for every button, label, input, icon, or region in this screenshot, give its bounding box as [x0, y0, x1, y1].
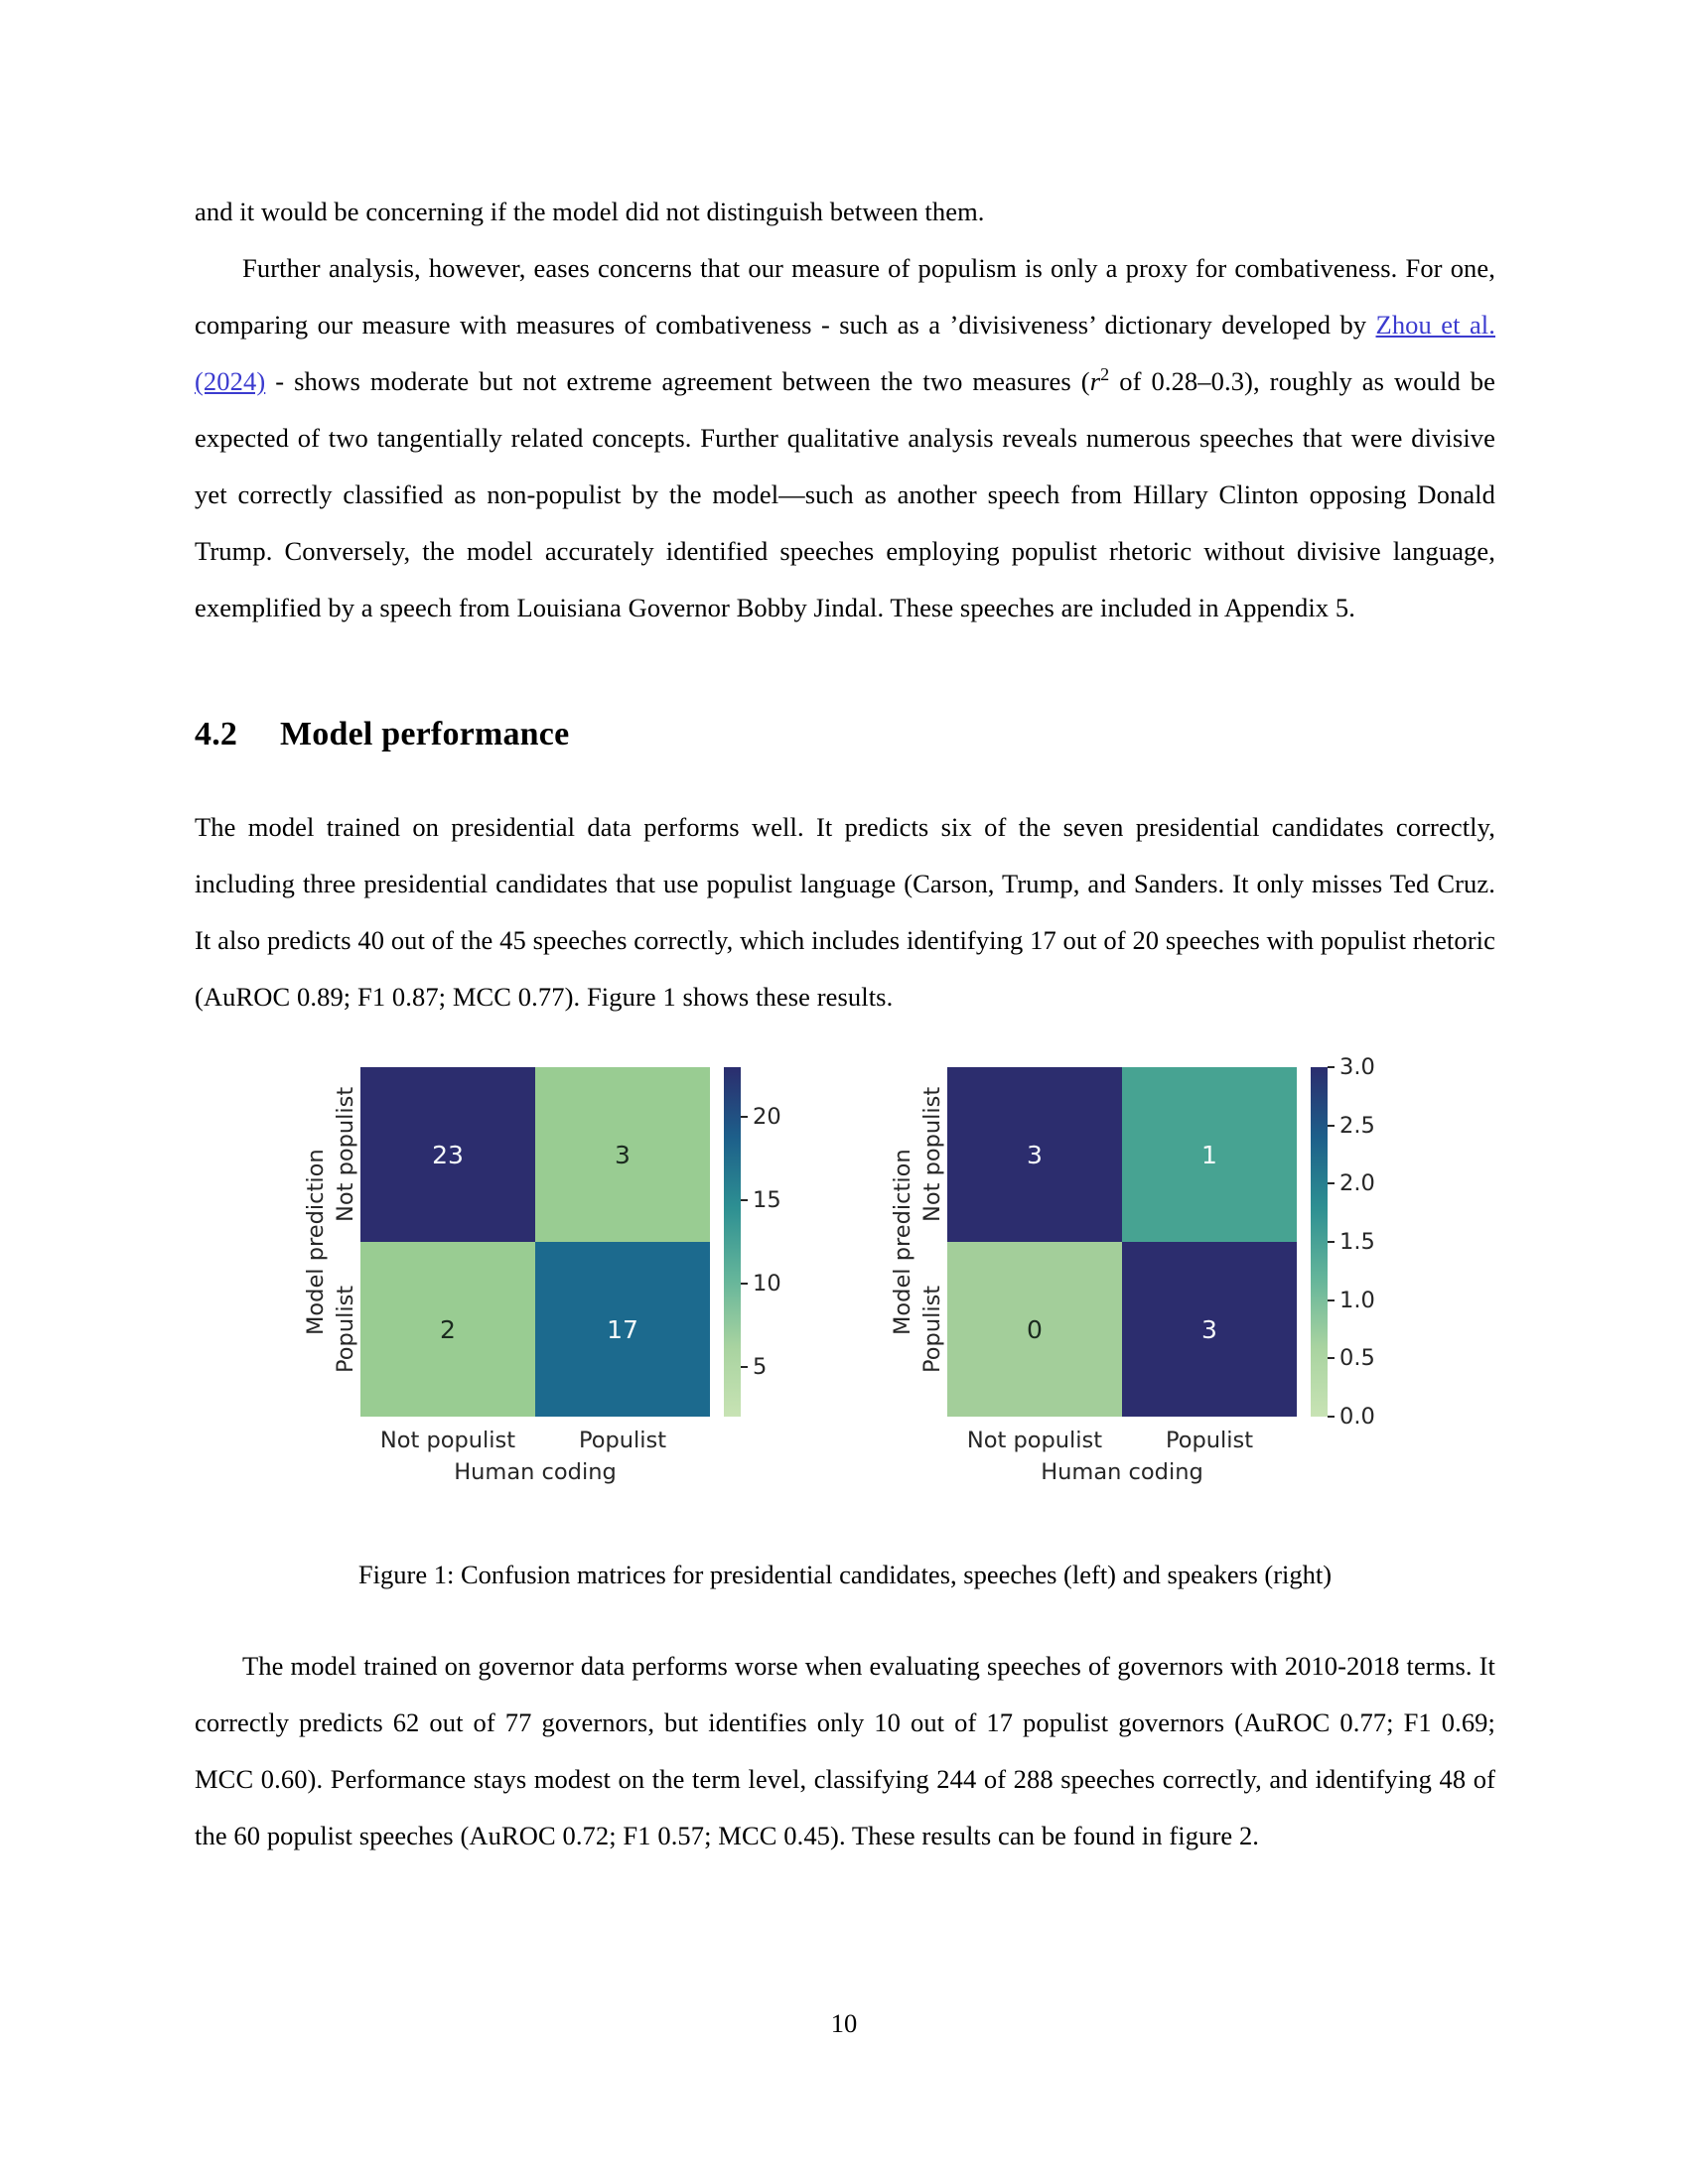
- colorbar-tick-20: [741, 1104, 781, 1130]
- y-axis-title-right: Model prediction: [890, 1149, 915, 1335]
- y-axis-title-left: Model prediction: [303, 1149, 329, 1335]
- x-tick-labels-left: [360, 1428, 710, 1453]
- paragraph-further-analysis: [195, 240, 1495, 636]
- panel-speeches: [301, 1067, 802, 1485]
- tick-mark-icon: [1328, 1357, 1335, 1359]
- cell-0-1-left: 3: [535, 1067, 710, 1242]
- tick-mark-icon: [1328, 1416, 1335, 1418]
- y-tick-not-populist-right: Not populist: [919, 1086, 945, 1223]
- tick-mark-icon: [741, 1199, 748, 1201]
- tick-mark-icon: [741, 1366, 748, 1368]
- section-heading-4-2: [195, 716, 1495, 753]
- colorbar-gradient-left: [724, 1067, 741, 1417]
- matrix-wrap-left: [360, 1067, 710, 1485]
- colorbar-gradient-right: [1311, 1067, 1328, 1417]
- figure-caption: Figure 1: Confusion matrices for presidential candidates, speeches (left) and speakers (right): [357, 1560, 1333, 1589]
- colorbar-tick-2.5: [1328, 1113, 1375, 1139]
- colorbar-tick-label: 15: [753, 1187, 781, 1214]
- tick-mark-icon: [741, 1116, 748, 1118]
- y-tick-populist-left: Populist: [333, 1285, 358, 1374]
- y-tick-not-populist-left: Not populist: [333, 1086, 358, 1223]
- cell-1-0-left: 2: [360, 1242, 535, 1417]
- cell-1-1-right: 3: [1122, 1242, 1297, 1417]
- tick-mark-icon: [741, 1283, 748, 1285]
- colorbar-tick-label: 0.0: [1339, 1404, 1375, 1430]
- section-spacer-bottom: [195, 753, 1495, 799]
- tick-mark-icon: [1328, 1182, 1335, 1184]
- cell-0-0-right: 3: [947, 1067, 1122, 1242]
- x-axis-title-right: Human coding: [1041, 1459, 1203, 1485]
- colorbar-tick-labels-right: [1328, 1054, 1389, 1430]
- x-tick-not-populist-left: Not populist: [379, 1428, 516, 1453]
- paragraph-text-part1: Further analysis, however, eases concerns that our measure of populism is only a proxy for combativeness. For one, comparing our measure with measures of combativeness - such as a ’divisiveness’ dictionary developed by: [195, 253, 1495, 340]
- tick-mark-icon: [1328, 1066, 1335, 1068]
- tick-mark-icon: [1328, 1241, 1335, 1243]
- colorbar-left: [724, 1067, 802, 1417]
- colorbar-tick-0.5: [1328, 1345, 1375, 1371]
- section-spacer-top: [195, 636, 1495, 716]
- colorbar-tick-2.0: [1328, 1170, 1375, 1196]
- colorbar-tick-0.0: [1328, 1404, 1375, 1430]
- colorbar-tick-5: [741, 1354, 767, 1380]
- math-variable-r: r: [1089, 366, 1101, 396]
- paragraph-text-part2: - shows moderate but not extreme agreement between the two measures (: [265, 366, 1090, 396]
- colorbar-tick-label: 2.0: [1339, 1170, 1375, 1197]
- paragraph-text-part3: of 0.28–0.3), roughly as would be expected of two tangentially related concepts. Further qualitative analysis reveals numerous speeches that were divisive yet correctly classified as non-populist by the model—such as another speech from Hillary Clinton opposing Donald Trump. Conversely, the model accurately identified speeches employing populist rhetoric without divisive language, exemplified by a speech from Louisiana Governor Bobby Jindal. These speeches are included in Appendix 5.: [195, 366, 1495, 622]
- y-axis-group-right: [888, 1067, 947, 1417]
- y-tick-populist-right: Populist: [919, 1285, 945, 1374]
- panel-speakers: [888, 1054, 1389, 1485]
- citation-link-zhou-2024[interactable]: Zhou et al. (2024): [195, 310, 1495, 396]
- colorbar-tick-10: [741, 1271, 781, 1297]
- figure-panels: [195, 1054, 1495, 1485]
- matrix-wrap-right: [947, 1067, 1297, 1485]
- math-exponent-2: 2: [1100, 364, 1110, 385]
- tick-mark-icon: [1328, 1125, 1335, 1127]
- cell-0-1-right: 1: [1122, 1067, 1297, 1242]
- paragraph-continuation: and it would be concerning if the model did not distinguish between them.: [195, 197, 985, 226]
- page-number: 10: [830, 2008, 858, 2038]
- colorbar-tick-15: [741, 1187, 781, 1213]
- tick-mark-icon: [1328, 1299, 1335, 1301]
- paragraph-model-performance: The model trained on presidential data performs well. It predicts six of the seven presidential candidates correctly, including three presidential candidates that use populist language (Carson, Trump, and Sanders. It only misses Ted Cruz. It also predicts 40 out of the 45 speeches correctly, which includes identifying 17 out of 20 speeches with populist rhetoric (AuROC 0.89; F1 0.87; MCC 0.77). Figure 1 shows these results.: [195, 812, 1495, 1012]
- colorbar-tick-label: 20: [753, 1104, 781, 1131]
- colorbar-tick-label: 1.5: [1339, 1229, 1375, 1255]
- colorbar-tick-label: 10: [753, 1270, 781, 1297]
- colorbar-tick-label: 1.0: [1339, 1287, 1375, 1313]
- section-title: Model performance: [280, 716, 570, 752]
- heatmap-right: [947, 1067, 1297, 1417]
- heatmap-left: [360, 1067, 710, 1417]
- colorbar-tick-3.0: [1328, 1054, 1375, 1080]
- y-tick-labels-left: [331, 1067, 360, 1417]
- section-number: 4.2: [195, 716, 238, 752]
- cell-0-0-left: 23: [360, 1067, 535, 1242]
- x-tick-populist-left: Populist: [578, 1428, 667, 1453]
- colorbar-tick-label: 0.5: [1339, 1345, 1375, 1372]
- colorbar-tick-1.0: [1328, 1288, 1375, 1313]
- paragraph-governor-results: The model trained on governor data performs worse when evaluating speeches of governors with 2010-2018 terms. It correctly predicts 62 out of 77 governors, but identifies only 10 out of 17 populist governors (AuROC 0.77; F1 0.69; MCC 0.60). Performance stays modest on the term level, classifying 244 of 288 speeches correctly, and identifying 48 of the 60 populist speeches (AuROC 0.72; F1 0.57; MCC 0.45). These results can be found in figure 2.: [195, 1651, 1495, 1850]
- x-tick-populist-right: Populist: [1165, 1428, 1254, 1453]
- colorbar-tick-label: 2.5: [1339, 1112, 1375, 1139]
- x-tick-not-populist-right: Not populist: [966, 1428, 1103, 1453]
- colorbar-tick-label: 5: [753, 1353, 768, 1380]
- cell-1-0-right: 0: [947, 1242, 1122, 1417]
- figure-1: [195, 1054, 1495, 1594]
- colorbar-tick-labels-left: [741, 1067, 802, 1417]
- y-axis-group-left: [301, 1067, 360, 1417]
- cell-1-1-left: 17: [535, 1242, 710, 1417]
- x-axis-title-left: Human coding: [454, 1459, 617, 1485]
- colorbar-right: [1311, 1054, 1389, 1430]
- colorbar-tick-1.5: [1328, 1229, 1375, 1255]
- page-content: [195, 184, 1495, 1864]
- colorbar-tick-label: 3.0: [1339, 1054, 1375, 1080]
- y-tick-labels-right: [917, 1067, 947, 1417]
- x-tick-labels-right: [947, 1428, 1297, 1453]
